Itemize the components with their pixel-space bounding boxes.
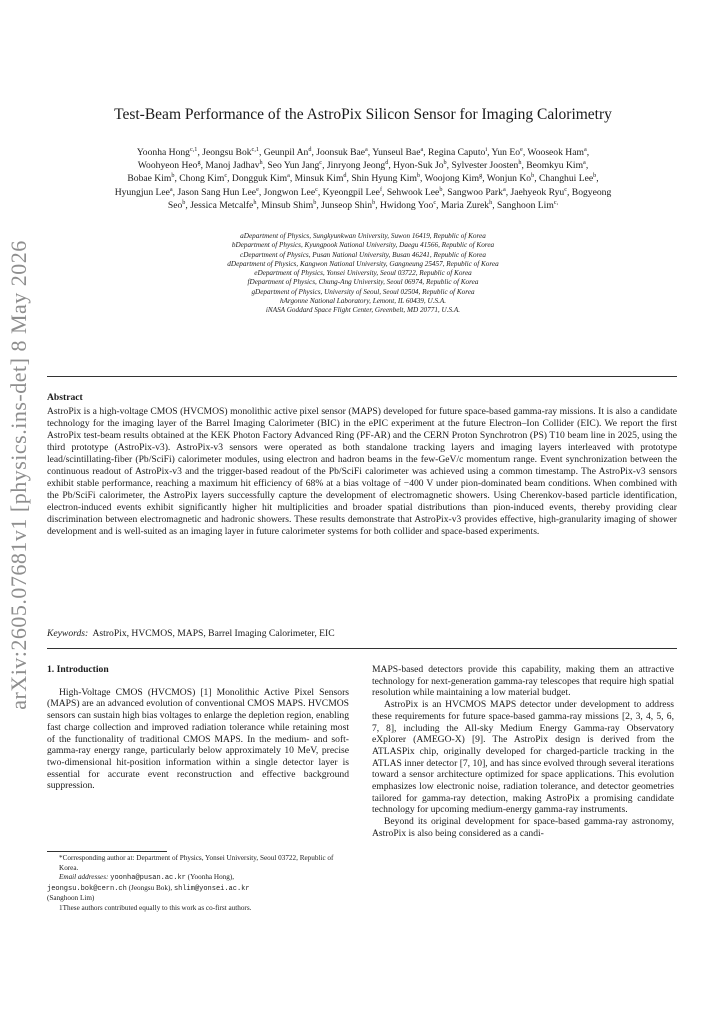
email-link[interactable]: yoonha@pusan.ac.kr: [110, 874, 186, 883]
keywords: [47, 628, 335, 639]
arxiv-id: arXiv:2605.07681v1 [physics.ins-det] 8 May 2026: [6, 240, 31, 710]
email-owner-last: (Sanghoon Lim): [47, 894, 95, 903]
affiliation: gDepartment of Physics, University of Seoul, Seoul 02504, Republic of Korea: [251, 287, 475, 296]
arxiv-stamp: [4, 240, 34, 710]
affiliation: cDepartment of Physics, Pusan National University, Busan 46241, Republic of Korea: [240, 250, 486, 259]
author-line: Woohyeon Heo$^g$, Manoj Jadhav$^h$, Seo Yun Jang$^c$, Jinryong Jeong$^d$, Hyon-Suk Jo$^b$, Sylvester Joosten$^h$, Beomkyu Kim$^a$,: [137, 159, 589, 172]
intro-paragraph: High-Voltage CMOS (HVCMOS) [1] Monolithic Active Pixel Sensors (MAPS) are an advanced evolution of conventional CMOS MAPS. HVCMOS sensors can sustain high bias voltages to enlarge the depletion region, enabling fast charge collection and improved radiation tolerance while retaining most of the functionality of traditional CMOS MAPS. In the medium- and soft-gamma-ray energy range, particularly below approximately 10 MeV, precise two-dimensional hit-position information within a single detector layer is essential for accurate event reconstruction and effective background suppression.: [47, 686, 349, 792]
equal-contribution-note: 1These authors contributed equally to this work as co-first authors.: [59, 903, 252, 912]
email-addresses: [47, 873, 349, 884]
body-paragraph: Beyond its original development for space-based gamma-ray astronomy, AstroPix is also being considered as a candi-: [372, 816, 674, 839]
footnote-rule: [47, 851, 167, 852]
author-line: Yoonha Hong$^{c,1}$, Jeongsu Bok$^{c,1}$, Geunpil An$^d$, Joonsuk Bae$^a$, Yunseul Bae$^a$, Regina Caputo$^i$, Yun Eo$^e$, Wooseok Ham$^a$,: [136, 145, 590, 158]
paper-title: Test-Beam Performance of the AstroPix Silicon Sensor for Imaging Calorimetry: [114, 106, 612, 123]
abstract-top-rule: [47, 376, 677, 377]
affiliation: hArgonne National Laboratory, Lemont, IL 60439, U.S.A.: [279, 297, 447, 306]
author-line: Seo$^b$, Jessica Metcalfe$^h$, Minsub Shim$^b$, Junseop Shin$^b$, Hwidong Yoo$^c$, Maria Zurek$^h$, Sanghoon Lim$^{c,}$: [167, 198, 559, 211]
body-paragraph: MAPS-based detectors provide this capability, making them an attractive technology for next-generation gamma-ray telescopes that require high spatial resolution while maintaining a low material budget.: [372, 664, 674, 699]
author-line: Hyungjun Lee$^a$, Jason Sang Hun Lee$^e$, Jongwon Lee$^c$, Kyeongpil Lee$^f$, Sehwook Lee$^b$, Sangwoo Park$^a$, Jaehyeok Ryu$^c$, Bogyeong: [114, 185, 612, 198]
email-owner: (Yoonha Hong),: [187, 873, 235, 882]
author-line: Bobae Kim$^b$, Chong Kim$^c$, Dongguk Kim$^a$, Minsuk Kim$^d$, Shin Hyung Kim$^b$, Woojong Kim$^g$, Wonjun Ko$^b$, Changhui Lee$^b$,: [127, 172, 599, 185]
affiliation: eDepartment of Physics, Yonsei University, Seoul 03722, Republic of Korea: [254, 269, 472, 278]
keywords-label: Keywords:: [47, 628, 89, 639]
affiliation: iNASA Goddard Space Flight Center, Greenbelt, MD 20771, U.S.A.: [265, 306, 461, 315]
email-addresses-cont: [47, 884, 349, 895]
right-column: [372, 664, 674, 840]
email-label: Email addresses:: [59, 873, 109, 882]
affiliation: dDepartment of Physics, Kangwon National University, Gangneung 25457, Republic of Korea: [227, 259, 499, 268]
email-owner: (Jeongsu Bok),: [128, 883, 173, 892]
affiliation: bDepartment of Physics, Kyungpook National University, Daegu 41566, Republic of Korea: [231, 241, 495, 250]
left-column: [47, 664, 349, 792]
affiliation: fDepartment of Physics, Chung-Ang University, Seoul 06974, Republic of Korea: [247, 278, 479, 287]
corresponding-author-note: *Corresponding author at: Department of Physics, Yonsei University, Seoul 03722, Republic of Korea.: [59, 854, 334, 872]
affiliation: aDepartment of Physics, Sungkyunkwan University, Suwon 16419, Republic of Korea: [240, 232, 486, 240]
abstract-bottom-rule: [47, 648, 677, 649]
abstract-text: AstroPix is a high-voltage CMOS (HVCMOS) monolithic active pixel sensor (MAPS) developed for future space-based gamma-ray missions. It is also a candidate technology for the imaging layer of the Barrel Imaging Calorimeter (BIC) in the ePIC experiment at the future Electron–Ion Collider (EIC). We report the first AstroPix test-beam results obtained at the KEK Photon Factory Advanced Ring (PF-AR) and the CERN Proton Synchrotron (PS) T10 beam line in 2025, using the third prototype (AstroPix-v3). AstroPix-v3 sensors were operated as both standalone tracking layers and imaging layers interleaved with prototype lead/scintillating-fiber (Pb/SciFi) calorimeter modules, using electron and hadron beams in the few-GeV/c momentum range. Event synchronization between the continuous readout of AstroPix-v3 and the trigger-based readout of the Pb/SciFi calorimeter was achieved using a common timestamp. The AstroPix-v3 sensors exhibit stable performance, reaching a maximum hit efficiency of 68% at a bias voltage of −400 V under pion-dominated beam conditions. When combined with the Pb/SciFi calorimeter, the AstroPix layers successfully capture the development of electromagnetic showers. Using Cherenkov-based particle identification, electron-induced events exhibit significantly higher hit multiplicities and broader spatial distributions than pion-induced events, thereby providing clear discrimination between electromagnetic and hadronic showers. These results demonstrate that AstroPix-v3 provides effective, high-granularity imaging of shower development and is well-suited as an imaging layer in future calorimeter systems for both collider and space-based experiments.: [47, 406, 677, 538]
abstract-heading: Abstract: [47, 392, 83, 403]
keywords-values: AstroPix, HVCMOS, MAPS, Barrel Imaging Calorimeter, EIC: [92, 628, 335, 639]
affiliation-list: [120, 232, 606, 316]
section-heading: 1. Introduction: [47, 664, 109, 675]
body-paragraph: AstroPix is an HVCMOS MAPS detector under development to address these requirements for future space-based gamma-ray missions [2, 3, 4, 5, 6, 7, 8], including the All-sky Medium Energy Gamma-ray Observatory eXplorer (AMEGO-X) [9]. The AstroPix design is derived from the ATLASPix chip, originally developed for charged-particle tracking in the ATLAS inner detector [7, 10], and has since evolved through several iterations toward a sensor architecture optimized for space applications. This evolution emphasizes low electronic noise, radiation tolerance, and detector geometries tailored for gamma-ray detection, making AstroPix a promising candidate technology for upcoming medium-energy gamma-ray instruments.: [372, 699, 674, 816]
author-list: [44, 146, 682, 212]
email-link[interactable]: shlim@yonsei.ac.kr: [173, 884, 250, 893]
footnotes: [47, 854, 349, 914]
email-link[interactable]: jeongsu.bok@cern.ch: [47, 884, 127, 893]
